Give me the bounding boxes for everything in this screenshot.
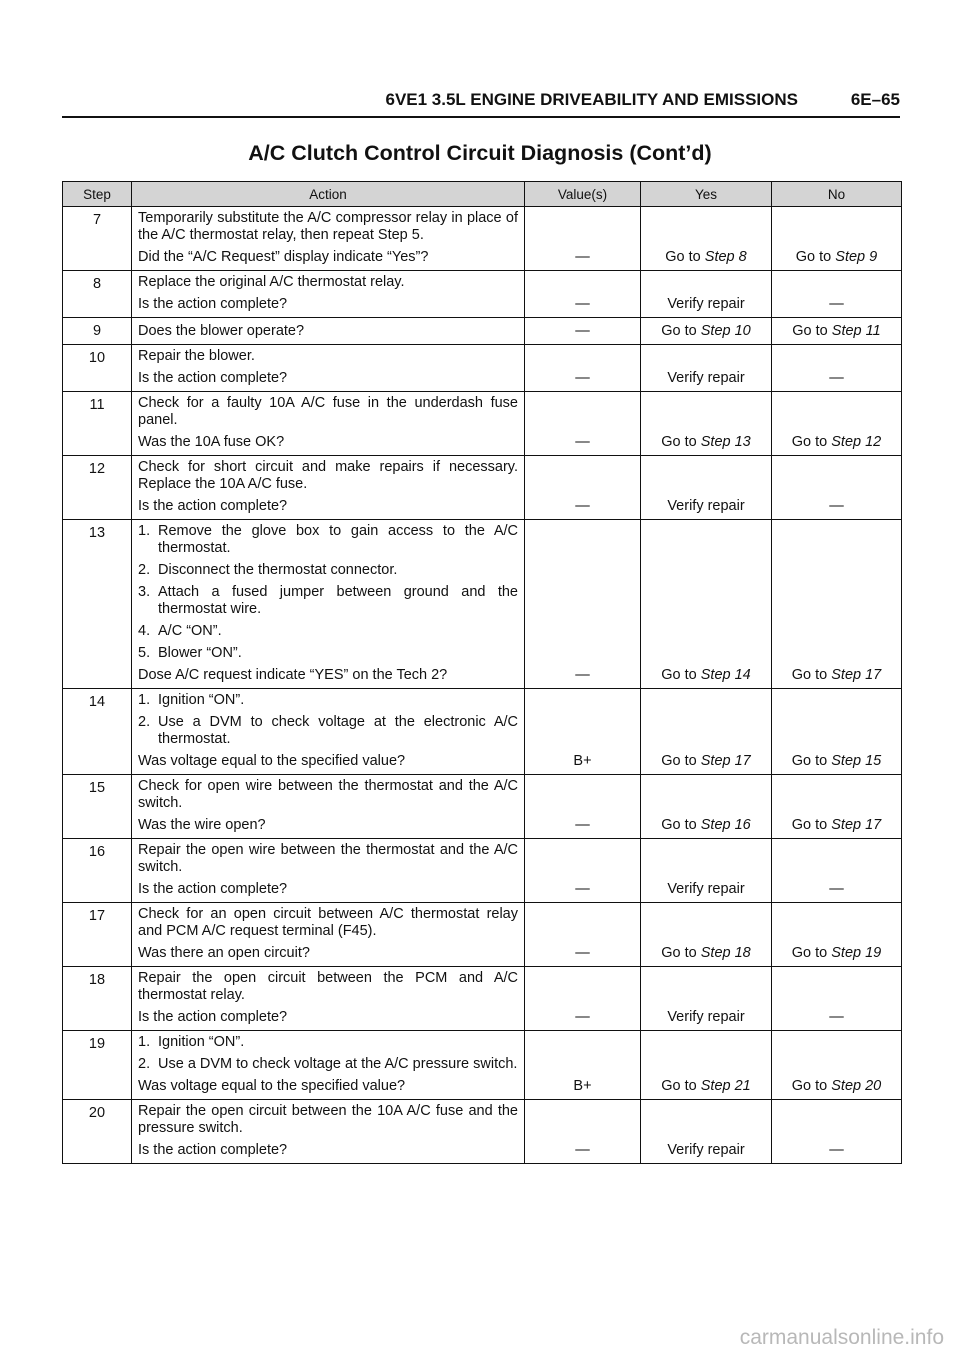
table-row — [63, 207, 902, 271]
diagnosis-table — [62, 181, 902, 1164]
yes-cell-text: Go to — [661, 945, 697, 961]
action-text: Check for an open circuit between A/C thermostat relay and PCM A/C request terminal (F45). — [138, 906, 518, 939]
action-text: Is the action complete? — [138, 881, 288, 897]
action-list-item — [138, 562, 518, 579]
header-title: 6VE1 3.5L ENGINE DRIVEABILITY AND EMISSIONS — [385, 90, 798, 109]
action-text: Repair the blower. — [138, 348, 255, 364]
no-cell-step-ref: Step 9 — [835, 249, 878, 265]
column-header-step: Step — [63, 182, 132, 207]
list-text: Attach a fused jumper between ground and the thermostat wire. — [158, 584, 518, 617]
table-row — [63, 967, 902, 1031]
no-cell — [772, 967, 902, 1031]
value-cell: — — [525, 456, 641, 520]
step-number: 9 — [63, 318, 132, 345]
no-cell-text: — — [829, 1009, 844, 1025]
column-header-no: No — [772, 182, 902, 207]
table-row — [63, 271, 902, 318]
list-number: 2. — [138, 714, 151, 730]
action-list-item — [138, 645, 518, 662]
action-text: Was the wire open? — [138, 817, 266, 833]
no-cell — [772, 903, 902, 967]
value-cell: — — [525, 839, 641, 903]
table-row — [63, 1031, 902, 1100]
no-cell-text: Go to — [792, 323, 828, 339]
action-text: Replace the original A/C thermostat relay. — [138, 274, 405, 290]
no-cell-step-ref: Step 19 — [831, 945, 882, 961]
yes-cell — [641, 689, 772, 775]
action-cell — [132, 271, 525, 318]
action-cell — [132, 775, 525, 839]
no-cell-text: — — [829, 881, 844, 897]
action-cell — [132, 345, 525, 392]
list-number: 3. — [138, 584, 151, 600]
no-cell-text: Go to — [791, 434, 828, 450]
table-header-row — [63, 182, 902, 207]
yes-cell-text: Go to — [661, 434, 697, 450]
no-cell-text: — — [829, 1142, 844, 1158]
yes-cell-text: Go to — [661, 817, 697, 833]
action-cell — [132, 392, 525, 456]
table-row — [63, 392, 902, 456]
table-row — [63, 520, 902, 689]
yes-cell-text: Verify repair — [667, 1009, 745, 1025]
action-text: Check for a faulty 10A A/C fuse in the underdash fuse panel. — [138, 395, 518, 428]
yes-cell — [641, 392, 772, 456]
step-number: 20 — [63, 1100, 132, 1164]
yes-cell-step-ref: Step 13 — [700, 434, 751, 450]
no-cell-step-ref: Step 20 — [831, 1078, 882, 1094]
action-text: Was the 10A fuse OK? — [138, 434, 285, 450]
no-cell — [772, 345, 902, 392]
yes-cell-text: Go to — [661, 667, 697, 683]
value-cell: B+ — [525, 1031, 641, 1100]
list-text: Remove the glove box to gain access to the A/C thermostat. — [158, 523, 518, 556]
action-list — [138, 1034, 518, 1073]
yes-cell — [641, 903, 772, 967]
no-cell-text: Go to — [791, 753, 828, 769]
action-text: Was there an open circuit? — [138, 945, 310, 961]
no-cell — [772, 207, 902, 271]
no-cell — [772, 775, 902, 839]
column-header-values: Value(s) — [525, 182, 641, 207]
page-header — [62, 88, 900, 118]
value-cell: — — [525, 271, 641, 318]
no-cell — [772, 392, 902, 456]
list-number: 1. — [138, 523, 151, 539]
step-number: 12 — [63, 456, 132, 520]
yes-cell — [641, 1100, 772, 1164]
action-cell — [132, 318, 525, 345]
list-text: Ignition “ON”. — [158, 1034, 245, 1050]
yes-cell-step-ref: Step 14 — [700, 667, 751, 683]
yes-cell — [641, 456, 772, 520]
yes-cell-text: Verify repair — [667, 370, 745, 386]
yes-cell-step-ref: Step 18 — [700, 945, 751, 961]
step-number: 14 — [63, 689, 132, 775]
action-text: Check for open wire between the thermostat and the A/C switch. — [138, 778, 518, 811]
no-cell — [772, 520, 902, 689]
step-number: 17 — [63, 903, 132, 967]
no-cell — [772, 689, 902, 775]
yes-cell-step-ref: Step 10 — [700, 323, 751, 339]
table-row — [63, 903, 902, 967]
yes-cell-text: Go to — [661, 1078, 697, 1094]
list-number: 2. — [138, 562, 151, 578]
column-header-yes: Yes — [641, 182, 772, 207]
step-number: 15 — [63, 775, 132, 839]
table-row — [63, 456, 902, 520]
no-cell-text: Go to — [791, 817, 828, 833]
step-number: 11 — [63, 392, 132, 456]
yes-cell-text: Verify repair — [667, 1142, 745, 1158]
no-cell-text: — — [829, 498, 844, 514]
value-cell: B+ — [525, 689, 641, 775]
no-cell-text: Go to — [791, 945, 828, 961]
step-number: 19 — [63, 1031, 132, 1100]
action-text: Is the action complete? — [138, 1142, 288, 1158]
action-list-item — [138, 1034, 518, 1051]
value-cell: — — [525, 392, 641, 456]
yes-cell — [641, 1031, 772, 1100]
yes-cell-text: Verify repair — [667, 498, 745, 514]
no-cell-step-ref: Step 11 — [831, 323, 881, 339]
yes-cell-step-ref: Step 21 — [700, 1078, 751, 1094]
action-text: Does the blower operate? — [138, 323, 305, 339]
column-header-action: Action — [132, 182, 525, 207]
action-cell — [132, 456, 525, 520]
no-cell-text: — — [829, 296, 844, 312]
action-list-item — [138, 523, 518, 557]
document-title: A/C Clutch Control Circuit Diagnosis (Cont’d) — [248, 141, 712, 165]
yes-cell-text: Verify repair — [667, 881, 745, 897]
value-cell: — — [525, 775, 641, 839]
table-row — [63, 689, 902, 775]
list-number: 2. — [138, 1056, 151, 1072]
list-number: 4. — [138, 623, 151, 639]
yes-cell-text: Go to — [665, 249, 701, 265]
action-text: Is the action complete? — [138, 296, 288, 312]
no-cell-step-ref: Step 15 — [831, 753, 882, 769]
step-number: 10 — [63, 345, 132, 392]
yes-cell-text: Go to — [661, 753, 697, 769]
no-cell-text: Go to — [795, 249, 832, 265]
table-row — [63, 775, 902, 839]
yes-cell-step-ref: Step 17 — [700, 753, 751, 769]
value-cell: — — [525, 345, 641, 392]
list-text: Blower “ON”. — [158, 645, 242, 661]
yes-cell — [641, 345, 772, 392]
no-cell-step-ref: Step 17 — [831, 817, 882, 833]
step-number: 13 — [63, 520, 132, 689]
action-cell — [132, 520, 525, 689]
action-text: Is the action complete? — [138, 498, 288, 514]
action-text: Repair the open circuit between the 10A A/C fuse and the pressure switch. — [138, 1103, 518, 1136]
action-text: Is the action complete? — [138, 370, 288, 386]
step-number: 16 — [63, 839, 132, 903]
yes-cell — [641, 318, 772, 345]
no-cell-text: Go to — [791, 1078, 828, 1094]
no-cell — [772, 1100, 902, 1164]
action-list-item — [138, 623, 518, 640]
table-row — [63, 1100, 902, 1164]
list-number: 1. — [138, 1034, 151, 1050]
list-number: 1. — [138, 692, 151, 708]
action-cell — [132, 689, 525, 775]
no-cell — [772, 1031, 902, 1100]
list-text: Use a DVM to check voltage at the A/C pressure switch. — [158, 1056, 518, 1072]
action-text: Temporarily substitute the A/C compressor relay in place of the A/C thermostat relay, then repeat Step 5. — [138, 210, 518, 243]
list-text: A/C “ON”. — [158, 623, 222, 639]
no-cell — [772, 271, 902, 318]
no-cell — [772, 318, 902, 345]
action-text: Repair the open circuit between the PCM and A/C thermostat relay. — [138, 970, 518, 1003]
step-number: 18 — [63, 967, 132, 1031]
action-list-item — [138, 714, 518, 748]
action-list-item — [138, 692, 518, 709]
step-number: 7 — [63, 207, 132, 271]
action-text: Repair the open wire between the thermostat and the A/C switch. — [138, 842, 518, 875]
action-text: Is the action complete? — [138, 1009, 288, 1025]
yes-cell — [641, 520, 772, 689]
action-text: Was voltage equal to the specified value? — [138, 753, 406, 769]
no-cell — [772, 456, 902, 520]
list-text: Use a DVM to check voltage at the electronic A/C thermostat. — [158, 714, 518, 747]
no-cell-text: Go to — [791, 667, 828, 683]
yes-cell-step-ref: Step 8 — [704, 249, 747, 265]
value-cell: — — [525, 318, 641, 345]
value-cell: — — [525, 207, 641, 271]
list-text: Ignition “ON”. — [158, 692, 245, 708]
action-list — [138, 523, 518, 662]
action-text: Dose A/C request indicate “YES” on the Tech 2? — [138, 667, 448, 683]
no-cell-text: — — [829, 370, 844, 386]
value-cell: — — [525, 967, 641, 1031]
table-row — [63, 839, 902, 903]
action-list-item — [138, 1056, 518, 1073]
step-number: 8 — [63, 271, 132, 318]
yes-cell — [641, 839, 772, 903]
yes-cell — [641, 207, 772, 271]
table-body — [63, 207, 902, 1164]
page-number: 6E–65 — [850, 90, 900, 109]
no-cell — [772, 839, 902, 903]
yes-cell-text: Verify repair — [667, 296, 745, 312]
action-cell — [132, 839, 525, 903]
action-list — [138, 692, 518, 748]
no-cell-step-ref: Step 17 — [831, 667, 882, 683]
action-cell — [132, 1031, 525, 1100]
action-text: Did the “A/C Request” display indicate “Yes”? — [138, 249, 429, 265]
value-cell: — — [525, 520, 641, 689]
watermark: carmanualsonline.info — [739, 1326, 944, 1349]
yes-cell — [641, 271, 772, 318]
no-cell-step-ref: Step 12 — [831, 434, 882, 450]
action-cell — [132, 967, 525, 1031]
value-cell: — — [525, 903, 641, 967]
yes-cell — [641, 775, 772, 839]
yes-cell-text: Go to — [661, 323, 697, 339]
action-cell — [132, 903, 525, 967]
action-text: Check for short circuit and make repairs if necessary. Replace the 10A A/C fuse. — [138, 459, 518, 492]
yes-cell-step-ref: Step 16 — [700, 817, 751, 833]
list-text: Disconnect the thermostat connector. — [158, 562, 398, 578]
action-cell — [132, 1100, 525, 1164]
action-text: Was voltage equal to the specified value? — [138, 1078, 406, 1094]
action-cell — [132, 207, 525, 271]
table-row — [63, 318, 902, 345]
list-number: 5. — [138, 645, 151, 661]
yes-cell — [641, 967, 772, 1031]
action-list-item — [138, 584, 518, 618]
table-row — [63, 345, 902, 392]
value-cell: — — [525, 1100, 641, 1164]
